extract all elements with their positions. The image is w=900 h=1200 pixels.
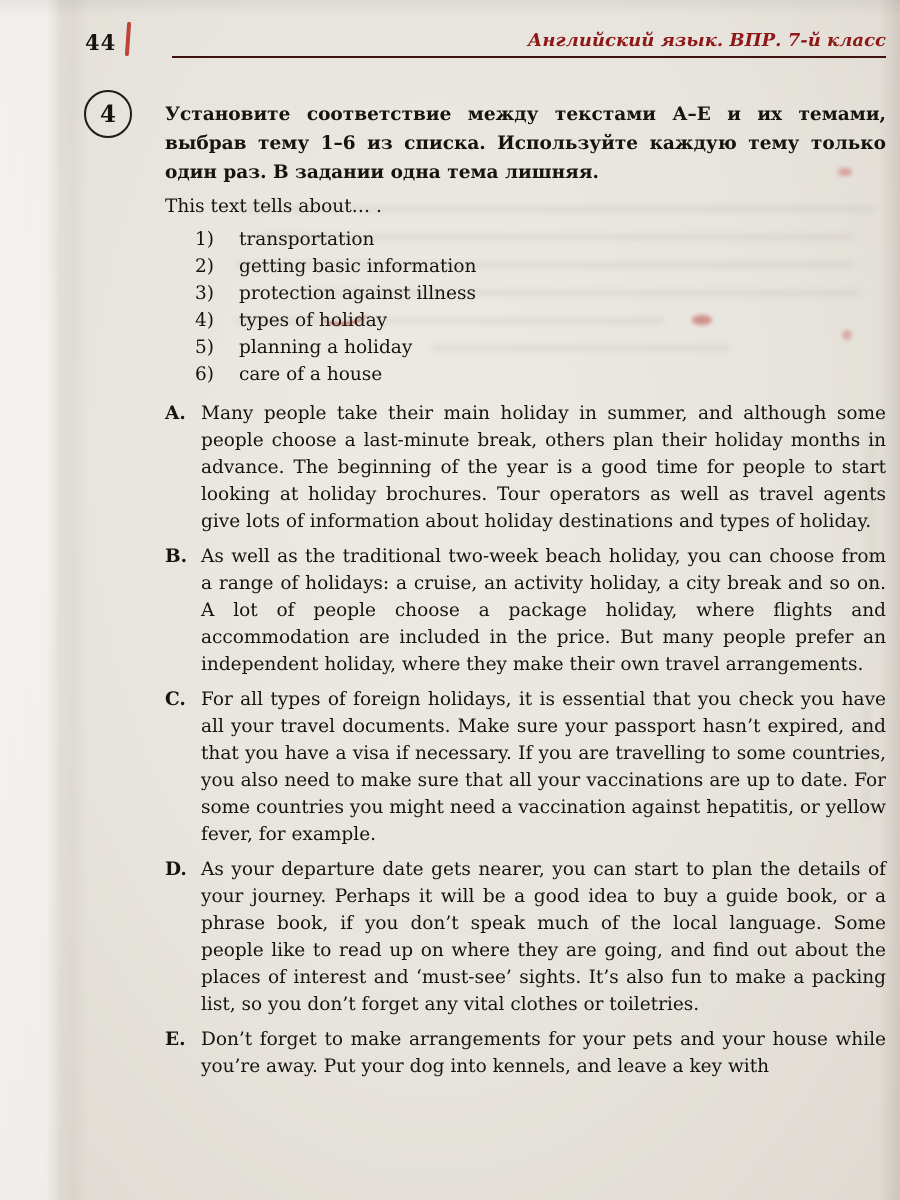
topic-label: getting basic information xyxy=(239,256,477,277)
topic-number: 2) xyxy=(195,256,214,277)
page-number: 44 xyxy=(85,30,117,55)
topic-label: protection against illness xyxy=(239,283,476,304)
passage-letter: E. xyxy=(165,1029,186,1050)
topic-number: 6) xyxy=(195,364,214,385)
topic-number: 1) xyxy=(195,229,214,250)
passage-text: For all types of foreign holidays, it is essential that you check you have all your travel documents. Make sure your passport hasn’t expired, and that you have a visa if necessary. If you are travelling to some countries, you also need to make sure that all your vaccinations are up to date. For some countries you might need a vaccination against hepatitis, or yellow fever, for example. xyxy=(201,689,886,845)
passage-letter: A. xyxy=(165,403,186,424)
topic-item xyxy=(165,253,886,280)
task-content xyxy=(165,100,886,1088)
passage-e xyxy=(165,1026,886,1080)
passage-text: Don’t forget to make arrangements for your pets and your house while you’re away. Put your dog into kennels, and leave a key with xyxy=(201,1029,886,1077)
task-instruction: Установите соответствие между текстами А–Е и их темами, выбрав тему 1–6 из списка. Используйте каждую тему только один раз. В задании одна тема лишняя. xyxy=(165,104,886,183)
task-number: 4 xyxy=(99,100,116,128)
header-title: Английский язык. ВПР. 7-й класс xyxy=(527,30,886,51)
task-lead: This text tells about… . xyxy=(165,196,382,217)
passage-text: As well as the traditional two-week beach holiday, you can choose from a range of holidays: a cruise, an activity holiday, a city break and so on. A lot of people choose a package holiday, where flights and accommodation are included in the price. But many people prefer an independent holiday, where they make their own travel arrangements. xyxy=(201,546,886,675)
topic-item xyxy=(165,307,886,334)
header-rule xyxy=(172,30,886,58)
topic-label: care of a house xyxy=(239,364,383,385)
passage-letter: D. xyxy=(165,859,187,880)
task-number-circle xyxy=(84,90,132,138)
passage-text: As your departure date gets nearer, you can start to plan the details of your journey. Perhaps it will be a good idea to buy a guide book, or a phrase book, if you don’t speak much of the local language. Some people like to read up on where they are going, and find out about the places of interest and ‘must-see’ sights. It’s also fun to make a packing list, so you don’t forget any vital clothes or toiletries. xyxy=(201,859,886,1015)
passage-letter: C. xyxy=(165,689,186,710)
topics-list xyxy=(165,226,886,388)
topic-item xyxy=(165,226,886,253)
topic-item xyxy=(165,280,886,307)
passage-d xyxy=(165,856,886,1018)
topic-number: 4) xyxy=(195,310,214,331)
passage-letter: B. xyxy=(165,546,188,567)
topic-label: types of holiday xyxy=(239,310,388,331)
topic-number: 3) xyxy=(195,283,214,304)
page-header xyxy=(85,30,886,58)
topic-item xyxy=(165,334,886,361)
topic-label: planning a holiday xyxy=(239,337,413,358)
passage-b xyxy=(165,543,886,678)
passage-text: Many people take their main holiday in summer, and although some people choose a last-minute break, others plan their holiday months in advance. The beginning of the year is a good time for people to start looking at holiday brochures. Tour operators as well as travel agents give lots of information about holiday destinations and types of holiday. xyxy=(201,403,886,532)
passage-c xyxy=(165,686,886,848)
passage-a xyxy=(165,400,886,535)
topic-item xyxy=(165,361,886,388)
topic-number: 5) xyxy=(195,337,214,358)
topic-label: transportation xyxy=(239,229,375,250)
